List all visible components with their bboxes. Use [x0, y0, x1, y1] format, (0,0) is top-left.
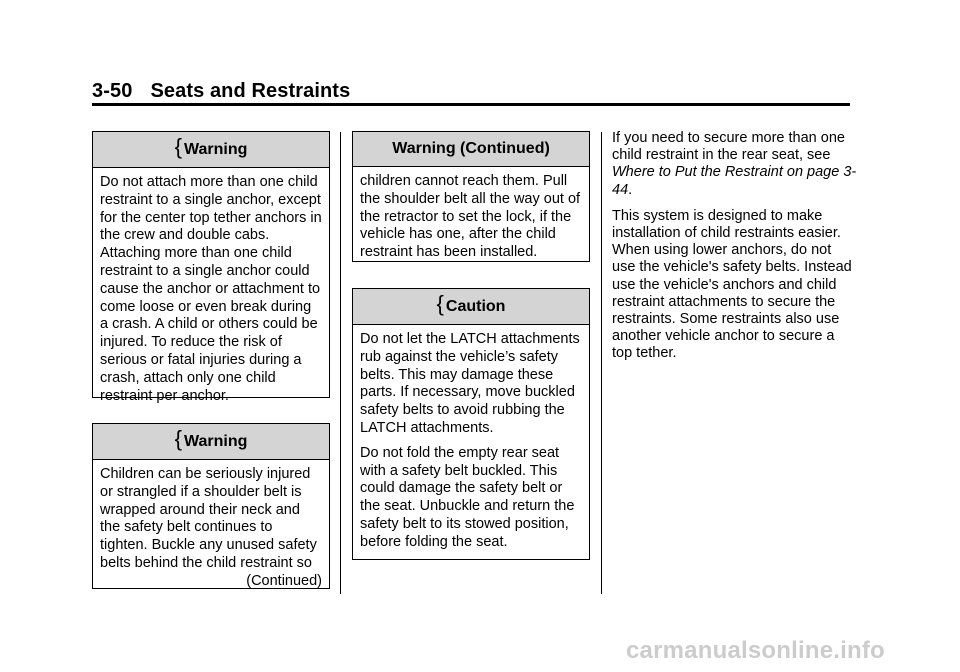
- caution-paragraph-1: Do not let the LATCH attachments rub against the vehicle’s safety belts. This may damage these parts. If necessary, move buckled safety belts to avoid rubbing the LATCH attachments.: [360, 331, 580, 436]
- warning-icon: {: [174, 425, 182, 451]
- warning-continued-box: [352, 131, 590, 262]
- caution-box-title: [353, 289, 589, 325]
- warning-box-2: [92, 423, 330, 589]
- warning-title-label: Warning: [183, 140, 248, 158]
- warning-continued-text: children cannot reach them. Pull the shoulder belt all the way out of the retractor to set the lock, if the vehicle has one, after the child restraint has been installed.: [360, 173, 581, 261]
- warning-box-1-body: [93, 168, 329, 411]
- warning-box-1: [92, 131, 330, 404]
- section-title: Seats and Restraints: [150, 80, 351, 102]
- warning-continued-title: Warning (Continued): [353, 132, 589, 167]
- right-paragraph-1-end: .: [628, 181, 633, 198]
- caution-icon: {: [436, 290, 444, 316]
- cross-reference-link[interactable]: Where to Put the Restraint on page 3-44: [612, 164, 857, 198]
- warning-box-1-title: [93, 132, 329, 168]
- header-rule: [92, 103, 850, 106]
- column-divider-left: [340, 132, 341, 594]
- warning-continued-body: [353, 167, 589, 268]
- watermark: carmanualsonline.info: [626, 637, 885, 664]
- right-paragraph-1: [612, 130, 857, 199]
- caution-box: [352, 288, 590, 560]
- warning-box-1-text: Do not attach more than one child restraint to a single anchor, except for the center top tether anchors in the crew and double cabs. Attaching more than one child restraint to a single anchor could cause the anchor or attachment to come loose or even break during a crash. A child or others could be injured. To reduce the risk of serious or fatal injuries during a crash, attach only one child restraint per anchor.: [100, 174, 322, 404]
- column-divider-right: [601, 132, 602, 594]
- warning-box-2-body: [93, 460, 329, 597]
- warning-box-2-text: Children can be seriously injured or strangled if a shoulder belt is wrapped around their neck and the safety belt continues to tighten. Buckle any unused safety belts behind the child restraint so: [100, 466, 317, 571]
- warning-icon: {: [174, 133, 182, 159]
- right-paragraph-1-text: If you need to secure more than one child restraint in the rear seat, see: [612, 130, 845, 164]
- caution-title-label: Caution: [445, 297, 506, 315]
- caution-paragraph-2: Do not fold the empty rear seat with a safety belt buckled. This could damage the safety belt or the seat. Unbuckle and return the safety belt to its stowed position, before folding the seat.: [360, 444, 575, 550]
- caution-box-body: [353, 325, 589, 558]
- warning-box-2-title: [93, 424, 329, 460]
- warning-title-label: Warning: [183, 432, 248, 450]
- right-column-text: [612, 130, 857, 363]
- page-number: 3-50: [92, 80, 133, 102]
- page-header: [92, 80, 350, 103]
- continued-label: (Continued): [246, 572, 322, 589]
- right-paragraph-2: This system is designed to make installation of child restraints easier. When using lower anchors, do not use the vehicle's safety belts. Instead use the vehicle's anchors and child restraint attachments to secure the restraints. Some restraints also use another vehicle anchor to secure a top tether.: [612, 207, 852, 362]
